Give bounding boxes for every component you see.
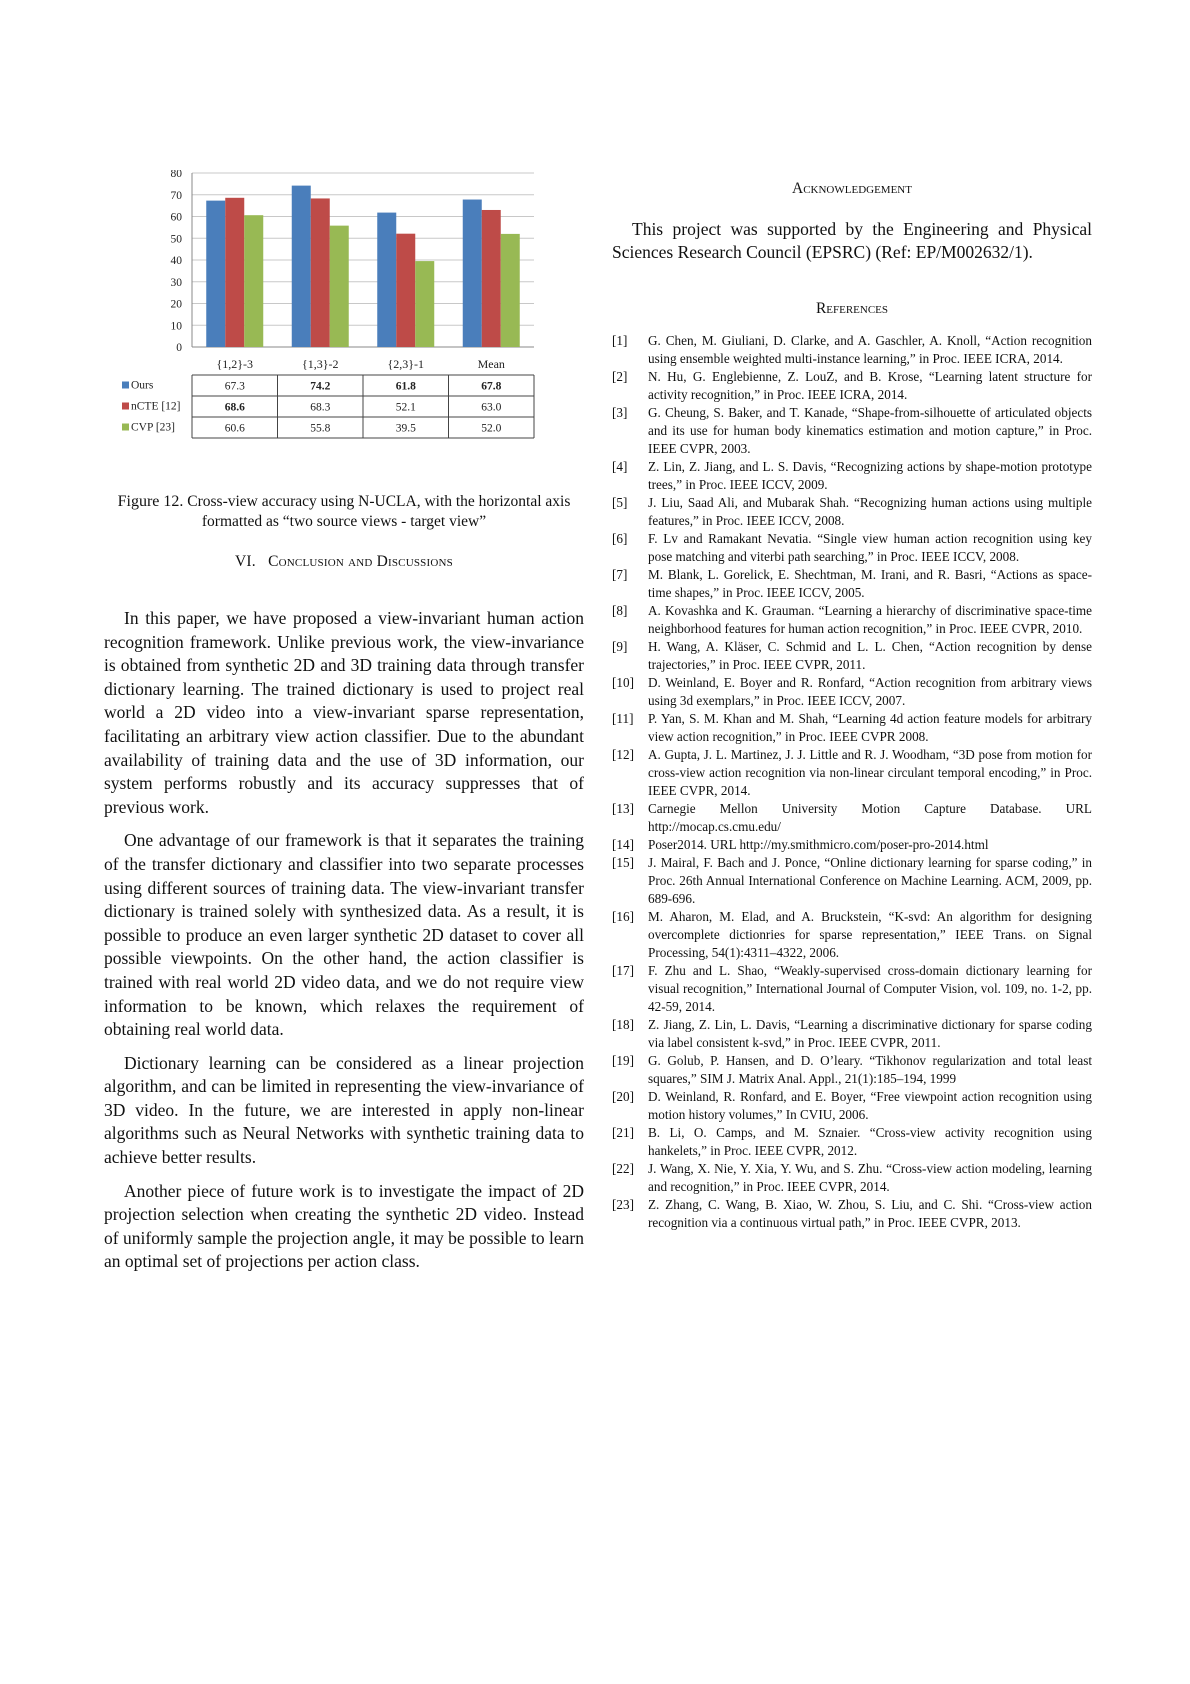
table-cell-value: 74.2: [310, 380, 331, 393]
reference-text: D. Weinland, E. Boyer and R. Ronfard, “Action recognition from arbitrary views using 3d exemplars,” in Proc. IEEE ICCV, 2007.: [648, 675, 1092, 708]
bar: [225, 198, 244, 347]
table-cell-value: 52.0: [481, 422, 502, 435]
reference-list: [612, 332, 1092, 1232]
paragraph: One advantage of our framework is that it separates the training of the transfer dictionary and classifier into two separate processes using different sources of training data. The view-invariant transfer dictionary is trained solely with synthesized data. As a result, it is possible to produce an even larger synthetic 2D dataset to cover all possible viewpoints. On the other hand, the action classifier is trained with real world 2D video data, and we do not require view information to be known, which relaxes the requirement of obtaining real world data.: [104, 830, 584, 1040]
reference-item: [612, 800, 1092, 836]
reference-text: F. Zhu and L. Shao, “Weakly-supervised cross-domain dictionary learning for visual recognition,” International Journal of Computer Vision, vol. 109, no. 1-2, pp. 42-59, 2014.: [648, 963, 1092, 1014]
section-body: [104, 607, 584, 1284]
legend-label: CVP [23]: [131, 421, 175, 434]
bar-chart: [104, 170, 584, 478]
reference-item: [612, 746, 1092, 800]
legend-swatch: [122, 403, 129, 410]
reference-number: [7]: [612, 567, 628, 582]
reference-number: [18]: [612, 1017, 634, 1032]
reference-item: [612, 836, 1092, 854]
reference-item: [612, 404, 1092, 458]
x-tick-label: {1,2}-3: [216, 357, 254, 371]
reference-item: [612, 674, 1092, 710]
x-tick-label: Mean: [477, 357, 505, 371]
bar: [501, 234, 520, 347]
paragraph: In this paper, we have proposed a view-invariant human action recognition framework. Unlike previous work, the view-invariance is obtained from synthetic 2D and 3D training data through transfer dictionary learning. The trained dictionary is used to project real world a 2D video into a view-invariant sparse representation, facilitating an arbitrary view action classifier. Due to the abundant availability of training data and the use of 3D information, our system performs robustly and its accuracy suppresses that of previous work.: [104, 608, 584, 817]
y-tick-label: 50: [170, 233, 182, 246]
paragraph: Another piece of future work is to investigate the impact of 2D projection selection when creating the synthetic 2D video. Instead of uniformly sample the projection angle, it may be possible to learn an optimal set of projections per action class.: [104, 1180, 584, 1272]
bar: [463, 200, 482, 347]
reference-text: J. Wang, X. Nie, Y. Xia, Y. Wu, and S. Zhu. “Cross-view action modeling, learning and recognition,” in Proc. IEEE CVPR, 2014.: [648, 1161, 1092, 1194]
section-title: Conclusion and Discussions: [268, 553, 453, 570]
table-cell-value: 61.8: [395, 380, 416, 393]
reference-item: [612, 638, 1092, 674]
reference-item: [612, 1088, 1092, 1124]
x-tick-label: {2,3}-1: [387, 357, 425, 371]
right-column: [612, 170, 1092, 1232]
bar: [244, 215, 263, 347]
reference-number: [15]: [612, 855, 634, 870]
reference-item: [612, 908, 1092, 962]
reference-text: D. Weinland, R. Ronfard, and E. Boyer, “Free viewpoint action recognition using motion history volumes,” In CVIU, 2006.: [648, 1089, 1092, 1122]
reference-number: [11]: [612, 711, 634, 726]
reference-item: [612, 710, 1092, 746]
reference-item: [612, 332, 1092, 368]
y-tick-label: 60: [170, 211, 182, 224]
reference-number: [20]: [612, 1089, 634, 1104]
section-heading: [104, 553, 584, 571]
acknowledgement-text: This project was supported by the Engineering and Physical Sciences Research Council (EPSRC) (Ref: EP/M002632/1).: [612, 219, 1092, 262]
bar: [292, 186, 311, 347]
table-cell-value: 55.8: [310, 422, 331, 435]
reference-text: A. Kovashka and K. Grauman. “Learning a hierarchy of discriminative space-time neighborhood features for human action recognition,” in Proc. IEEE CVPR, 2010.: [648, 603, 1092, 636]
reference-item: [612, 458, 1092, 494]
reference-number: [14]: [612, 837, 634, 852]
legend-label: Ours: [131, 379, 154, 392]
section-number: VI.: [235, 553, 256, 570]
reference-item: [612, 566, 1092, 602]
reference-item: [612, 962, 1092, 1016]
references-heading: References: [815, 300, 889, 317]
y-tick-label: 0: [176, 342, 182, 354]
reference-text: F. Lv and Ramakant Nevatia. “Single view human action recognition using key pose matching and viterbi path searching,” in Proc. IEEE ICCV, 2008.: [648, 531, 1092, 564]
reference-text: J. Mairal, F. Bach and J. Ponce, “Online dictionary learning for sparse coding,” in Proc. 26th Annual International Conference on Machine Learning. ACM, 2009, pp. 689-696.: [648, 855, 1092, 906]
reference-text: Poser2014. URL http://my.smithmicro.com/poser-pro-2014.html: [648, 837, 989, 852]
bar: [206, 201, 225, 347]
bar: [396, 234, 415, 347]
table-cell-value: 67.3: [224, 380, 245, 393]
reference-number: [22]: [612, 1161, 634, 1176]
reference-item: [612, 1124, 1092, 1160]
reference-item: [612, 854, 1092, 908]
reference-text: H. Wang, A. Kläser, C. Schmid and L. L. Chen, “Action recognition by dense trajectories,” in Proc. IEEE CVPR, 2011.: [648, 639, 1092, 672]
table-cell-value: 39.5: [395, 422, 416, 435]
reference-number: [21]: [612, 1125, 634, 1140]
legend-label: nCTE [12]: [131, 400, 181, 413]
y-tick-label: 10: [170, 320, 182, 333]
reference-text: Carnegie Mellon University Motion Capture Database. URL http://mocap.cs.cmu.edu/: [648, 801, 1092, 834]
figure-caption-text: Cross-view accuracy using N-UCLA, with the horizontal axis formatted as “two source views - target view”: [187, 493, 571, 530]
reference-text: Z. Lin, Z. Jiang, and L. S. Davis, “Recognizing actions by shape-motion prototype trees,” in Proc. IEEE ICCV, 2009.: [648, 459, 1092, 492]
reference-number: [17]: [612, 963, 634, 978]
reference-text: A. Gupta, J. L. Martinez, J. J. Little and R. J. Woodham, “3D pose from motion for cross-view action recognition via non-linear circulant temporal encoding,” in Proc. IEEE CVPR, 2014.: [648, 747, 1092, 798]
bar: [482, 210, 501, 347]
paragraph: Dictionary learning can be considered as a linear projection algorithm, and can be limited in representing the view-invariance of 3D video. In the future, we are interested in apply non-linear algorithms such as Neural Networks with synthetic training data to achieve better results.: [104, 1052, 584, 1168]
reference-text: P. Yan, S. M. Khan and M. Shah, “Learning 4d action feature models for arbitrary view action recognition,” in Proc. IEEE CVPR 2008.: [648, 711, 1092, 744]
reference-number: [3]: [612, 405, 628, 420]
bar: [377, 213, 396, 347]
reference-number: [10]: [612, 675, 634, 690]
table-cell-value: 67.8: [481, 380, 502, 393]
bar: [330, 226, 349, 347]
reference-number: [16]: [612, 909, 634, 924]
reference-number: [19]: [612, 1053, 634, 1068]
reference-text: N. Hu, G. Englebienne, Z. LouZ, and B. Krose, “Learning latent structure for activity recognition,” in Proc. IEEE ICRA, 2014.: [648, 369, 1092, 402]
figure-label: Figure 12.: [117, 493, 184, 510]
reference-number: [6]: [612, 531, 628, 546]
table-cell-value: 52.1: [395, 401, 416, 414]
acknowledgement-heading: Acknowledgement: [792, 180, 912, 197]
y-tick-label: 40: [170, 255, 182, 267]
table-cell-value: 68.3: [310, 401, 331, 414]
bar: [415, 261, 434, 347]
reference-item: [612, 1160, 1092, 1196]
y-tick-label: 70: [170, 189, 182, 202]
reference-text: J. Liu, Saad Ali, and Mubarak Shah. “Recognizing human actions using multiple features,” in Proc. IEEE ICCV, 2008.: [648, 495, 1092, 528]
reference-number: [2]: [612, 369, 628, 384]
reference-number: [13]: [612, 801, 634, 816]
table-cell-value: 63.0: [481, 401, 502, 414]
reference-number: [23]: [612, 1197, 634, 1212]
reference-item: [612, 530, 1092, 566]
y-tick-label: 30: [170, 276, 182, 289]
reference-number: [5]: [612, 495, 628, 510]
reference-text: B. Li, O. Camps, and M. Sznaier. “Cross-view activity recognition using hankelets,” in Proc. IEEE CVPR, 2012.: [648, 1125, 1092, 1158]
legend-swatch: [122, 382, 129, 389]
legend-swatch: [122, 424, 129, 431]
reference-text: M. Blank, L. Gorelick, E. Shechtman, M. Irani, and R. Basri, “Actions as space-time shapes,” in Proc. IEEE ICCV, 2005.: [648, 567, 1092, 600]
reference-item: [612, 602, 1092, 638]
reference-number: [4]: [612, 459, 628, 474]
reference-text: Z. Zhang, C. Wang, B. Xiao, W. Zhou, S. Liu, and C. Shi. “Cross-view action recognition via a continuous virtual path,” in Proc. IEEE CVPR, 2013.: [648, 1197, 1092, 1230]
reference-text: G. Cheung, S. Baker, and T. Kanade, “Shape-from-silhouette of articulated objects and its use for human body kinematics estimation and motion capture,” in Proc. IEEE CVPR, 2003.: [648, 405, 1092, 456]
y-tick-label: 20: [170, 298, 182, 311]
table-cell-value: 60.6: [224, 422, 245, 435]
reference-item: [612, 368, 1092, 404]
reference-number: [1]: [612, 333, 628, 348]
bar: [311, 198, 330, 347]
reference-item: [612, 1016, 1092, 1052]
reference-text: G. Chen, M. Giuliani, D. Clarke, and A. Gaschler, A. Knoll, “Action recognition using ensemble weighted multi-instance learning,” in Proc. IEEE ICRA, 2014.: [648, 333, 1092, 366]
reference-text: Z. Jiang, Z. Lin, L. Davis, “Learning a discriminative dictionary for sparse coding via label consistent k-svd,” in Proc. IEEE CVPR, 2011.: [648, 1017, 1092, 1050]
reference-number: [8]: [612, 603, 628, 618]
y-tick-label: 80: [170, 170, 182, 180]
reference-text: G. Golub, P. Hansen, and D. O’leary. “Tikhonov regularization and total least squares,” SIM J. Matrix Anal. Appl., 21(1):185–194, 1999: [648, 1053, 1092, 1086]
figure-caption: [104, 492, 584, 532]
reference-item: [612, 1196, 1092, 1232]
table-cell-value: 68.6: [224, 401, 245, 414]
reference-item: [612, 1052, 1092, 1088]
x-tick-label: {1,3}-2: [301, 357, 339, 371]
reference-number: [12]: [612, 747, 634, 762]
reference-number: [9]: [612, 639, 628, 654]
reference-item: [612, 494, 1092, 530]
reference-text: M. Aharon, M. Elad, and A. Bruckstein, “K-svd: An algorithm for designing overcomplete dictionries for sparse representation,” IEEE Trans. on Signal Processing, 54(1):4311–4322, 2006.: [648, 909, 1092, 960]
